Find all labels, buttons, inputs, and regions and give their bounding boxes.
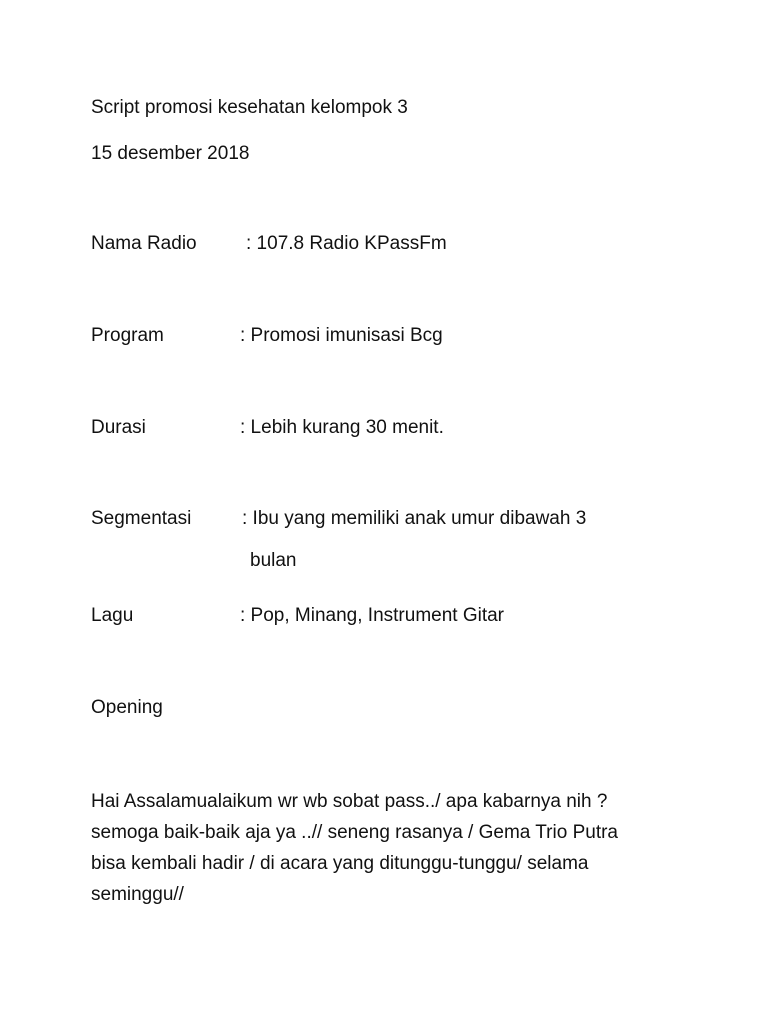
field-value-segmentasi-continued: bulan — [250, 550, 297, 571]
field-label-durasi: Durasi — [91, 417, 146, 438]
field-value-lagu: : Pop, Minang, Instrument Gitar — [240, 605, 505, 626]
paragraph-line: seminggu// — [91, 884, 184, 905]
field-value-nama-radio: : 107.8 Radio KPassFm — [246, 233, 447, 254]
section-heading-opening: Opening — [91, 697, 163, 718]
document-title: Script promosi kesehatan kelompok 3 — [91, 97, 408, 118]
paragraph-line: semoga baik-baik aja ya ..// seneng rasanya / Gema Trio Putra — [91, 822, 618, 843]
field-value-segmentasi: : Ibu yang memiliki anak umur dibawah 3 — [242, 508, 587, 529]
field-label-lagu: Lagu — [91, 605, 134, 626]
field-label-program: Program — [91, 325, 164, 346]
paragraph-line: Hai Assalamualaikum wr wb sobat pass../ apa kabarnya nih ? — [91, 791, 608, 812]
document-date: 15 desember 2018 — [91, 143, 250, 164]
paragraph-line: bisa kembali hadir / di acara yang ditunggu-tunggu/ selama — [91, 853, 589, 874]
field-value-program: : Promosi imunisasi Bcg — [240, 325, 443, 346]
field-value-durasi: : Lebih kurang 30 menit. — [240, 417, 444, 438]
field-label-nama-radio: Nama Radio — [91, 233, 197, 254]
opening-paragraph — [91, 786, 691, 910]
field-label-segmentasi: Segmentasi — [91, 508, 192, 529]
